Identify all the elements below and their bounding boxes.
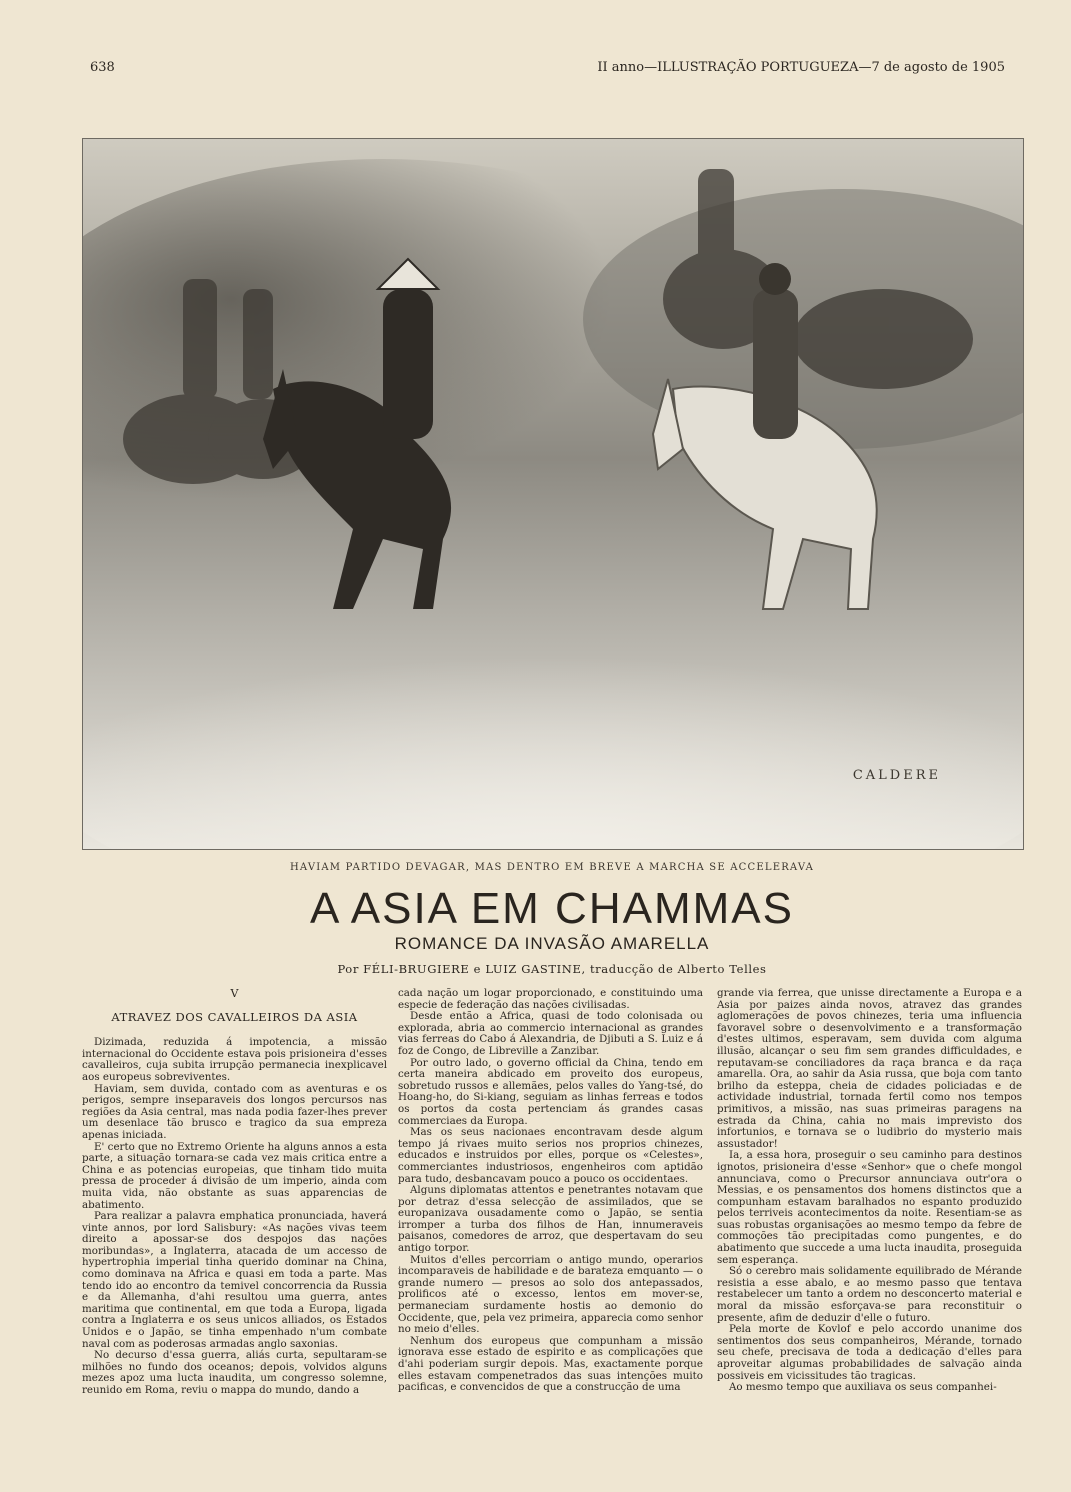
article-byline: Por FÉLI-BRUGIERE e LUIZ GASTINE, traducção de Alberto Telles xyxy=(337,962,767,976)
paragraph: grande via ferrea, que unisse directamente a Europa e a Asia por paizes ainda novos, atravez das grandes aglomerações de povos chinezes, teria uma influencia favoravel sobre o desenvolvimento e a transformação d'estes ultimos, esperavam, sem duvida com alguma illusão, alcançar o seu fim sem grandes difficuldades, e reputavam-se conciliadores da raça branca e da raça amarella. Ora, ao sahir da Asia russa, que boja com tanto brilho da esteppa, cheia de cidades policiadas e de actividade industrial, tornada fertil como nos tempos primitivos, a missão, nas suas primeiras paragens na estrada da China, cahia no mais imprevisto dos infortunios, e tornava se o ludibrio do mysterio mais assustador! xyxy=(717,987,1022,1150)
artist-signature: CALDERE xyxy=(852,768,941,783)
chapter-title: ATRAVEZ DOS CAVALLEIROS DA ASIA xyxy=(111,1009,358,1024)
illustration-caption: HAVIAM PARTIDO DEVAGAR, MAS DENTRO EM BREVE A MARCHA SE ACCELERAVA xyxy=(289,862,815,873)
text-column-2 xyxy=(398,988,703,1394)
paragraph: No decurso d'essa guerra, aliás curta, sepultaram-se milhões no fundo dos oceanos; depois, volvidos alguns mezes apoz uma lucta inaudita, um congresso solemne, reunido em Roma, reviu o mappa do mundo, dando a xyxy=(82,1349,387,1396)
paragraph: Pela morte de Kovlof e pelo accordo unanime dos sentimentos dos seus companheiros, Mérande, tornado seu chefe, precisava de toda a dedicação d'elles para aproveitar algumas probabilidades de salvação ainda possiveis em vicissitudes tão tragicas. xyxy=(717,1323,1022,1382)
paragraph: Mas os seus nacionaes encontravam desde algum tempo já rivaes muito serios nos proprios chinezes, educados e instruidos por elles, porque os «Celestes», commerciantes industriosos, engenheiros com aptidão para tudo, desbancavam pouco a pouco os occidentaes. xyxy=(398,1126,703,1185)
page-header xyxy=(90,60,1005,82)
paragraph: Haviam, sem duvida, contado com as aventuras e os perigos, sempre inseparaveis dos longos percursos nas regiões da Asia central, mas nada podia fazer-lhes prever um desenlace tão brusco e tragico da sua empreza apenas iniciada. xyxy=(82,1082,387,1141)
paragraph: Ao mesmo tempo que auxiliava os seus companhei- xyxy=(729,1381,997,1394)
running-head: II anno—ILLUSTRAÇÃO PORTUGUEZA—7 de agosto de 1905 xyxy=(597,60,1005,75)
paragraph: Só o cerebro mais solidamente equilibrado de Mérande resistia a esse abalo, e ao mesmo passo que tentava restabelecer um tanto a ordem no desconcerto material e moral da missão esforçava-se para reconstituir o presente, afim de deduzir d'elle o futuro. xyxy=(717,1265,1022,1324)
illustration-cavalry xyxy=(82,138,1024,850)
paragraph: Para realizar a palavra emphatica pronunciada, haverá vinte annos, por lord Salisbury: «As nações vivas teem direito a apossar-se dos despojos das nações moribundas», a Inglaterra, atacada de um accesso de hypertrophia imperial tinha querido dominar na China, como dominava na Africa e quasi em toda a parte. Mas tendo ido ao encontro da temivel concorrencia da Russia e da Allemanha, d'ahi resultou uma guerra, antes maritima que continental, em que toda a Europa, ligada contra a Inglaterra e os seus unicos alliados, os Estados Unidos e o Japão, se tinha empenhado n'um combate naval com as poderosas armadas anglo saxonias. xyxy=(82,1210,387,1350)
paragraph: Muitos d'elles percorriam o antigo mundo, operarios incomparaveis de habilidade e de barateza emquanto — o grande numero — presos ao solo dos antepassados, prolificos até o excesso, lentos em mover-se, permaneciam surdamente hostis ao demonio do Occidente, que, pela vez primeira, apparecia como senhor no meio d'elles. xyxy=(398,1253,703,1336)
page-number: 638 xyxy=(90,60,115,75)
paragraph: E' certo que no Extremo Oriente ha alguns annos a esta parte, a situação tornara-se cada vez mais critica entre a China e as potencias europeias, que tinham tido muita pressa de proceder á divisão de um imperio, ainda com muita vida, não obstante as suas apparencias de abatimento. xyxy=(82,1140,387,1211)
paragraph: Dizimada, reduzida á impotencia, a missão internacional do Occidente estava pois prisioneira d'esses cavalleiros, cuja subita irrupção permanecia inexplicavel aos europeus sobreviventes. xyxy=(82,1036,387,1083)
chapter-number: V xyxy=(230,987,239,1000)
paragraph: Desde então a Africa, quasi de todo colonisada ou explorada, abria ao commercio internacional as grandes vias ferreas do Cabo á Alexandria, de Djibuti a S. Luiz e á foz de Congo, de Libreville a Zanzibar. xyxy=(398,1010,703,1057)
article-title: A ASIA EM CHAMMAS xyxy=(310,884,794,933)
paragraph: Alguns diplomatas attentos e penetrantes notavam que por detraz d'essa selecção de assimilados, que se europanizava ousadamente como o Japão, se sentia irromper a turba dos filhos de Han, innumeraveis paisanos, comedores de arroz, que despertavam do seu antigo torpor. xyxy=(398,1184,703,1255)
text-column-3 xyxy=(717,988,1022,1394)
paragraph: Nenhum dos europeus que compunham a missão ignorava esse estado de espirito e as complicações que d'ahi poderiam surgir depois. Mas, exactamente porque elles estavam compenetrados das suas intenções muito pacificas, e convencidos de que a construcção de uma xyxy=(398,1334,703,1394)
text-column-1 xyxy=(82,988,387,1397)
paragraph: Ia, a essa hora, proseguir o seu caminho para destinos ignotos, prisioneira d'esse «Senhor» que o chefe mongol annunciava, como o Precursor annunciava outr'ora o Messias, e os pensamentos dos homens distinctos que a compunham estavam baralhados no espanto produzido pelos terriveis acontecimentos da noite. Resentiam-se as suas robustas organisações ao mesmo tempo da febre de commoções tão precipitadas como pungentes, e do abatimento que succede a uma lucta inaudita, proseguida sem esperança. xyxy=(717,1149,1022,1266)
cavalry-engraving xyxy=(83,139,1023,849)
paragraph: Por outro lado, o governo official da China, tendo em certa maneira abdicado em proveito dos europeus, sobretudo russos e allemães, pelos valles do Yang-tsé, do Hoang-ho, do Si-kiang, seguiam as linhas ferreas e todos os portos da costa pertenciam ás grandes casas commerciaes da Europa. xyxy=(398,1056,703,1127)
article-subtitle: ROMANCE DA INVASÃO AMARELLA xyxy=(394,934,710,953)
paragraph: cada nação um logar proporcionado, e constituindo uma especie de federação das nações civilisadas. xyxy=(398,987,703,1011)
